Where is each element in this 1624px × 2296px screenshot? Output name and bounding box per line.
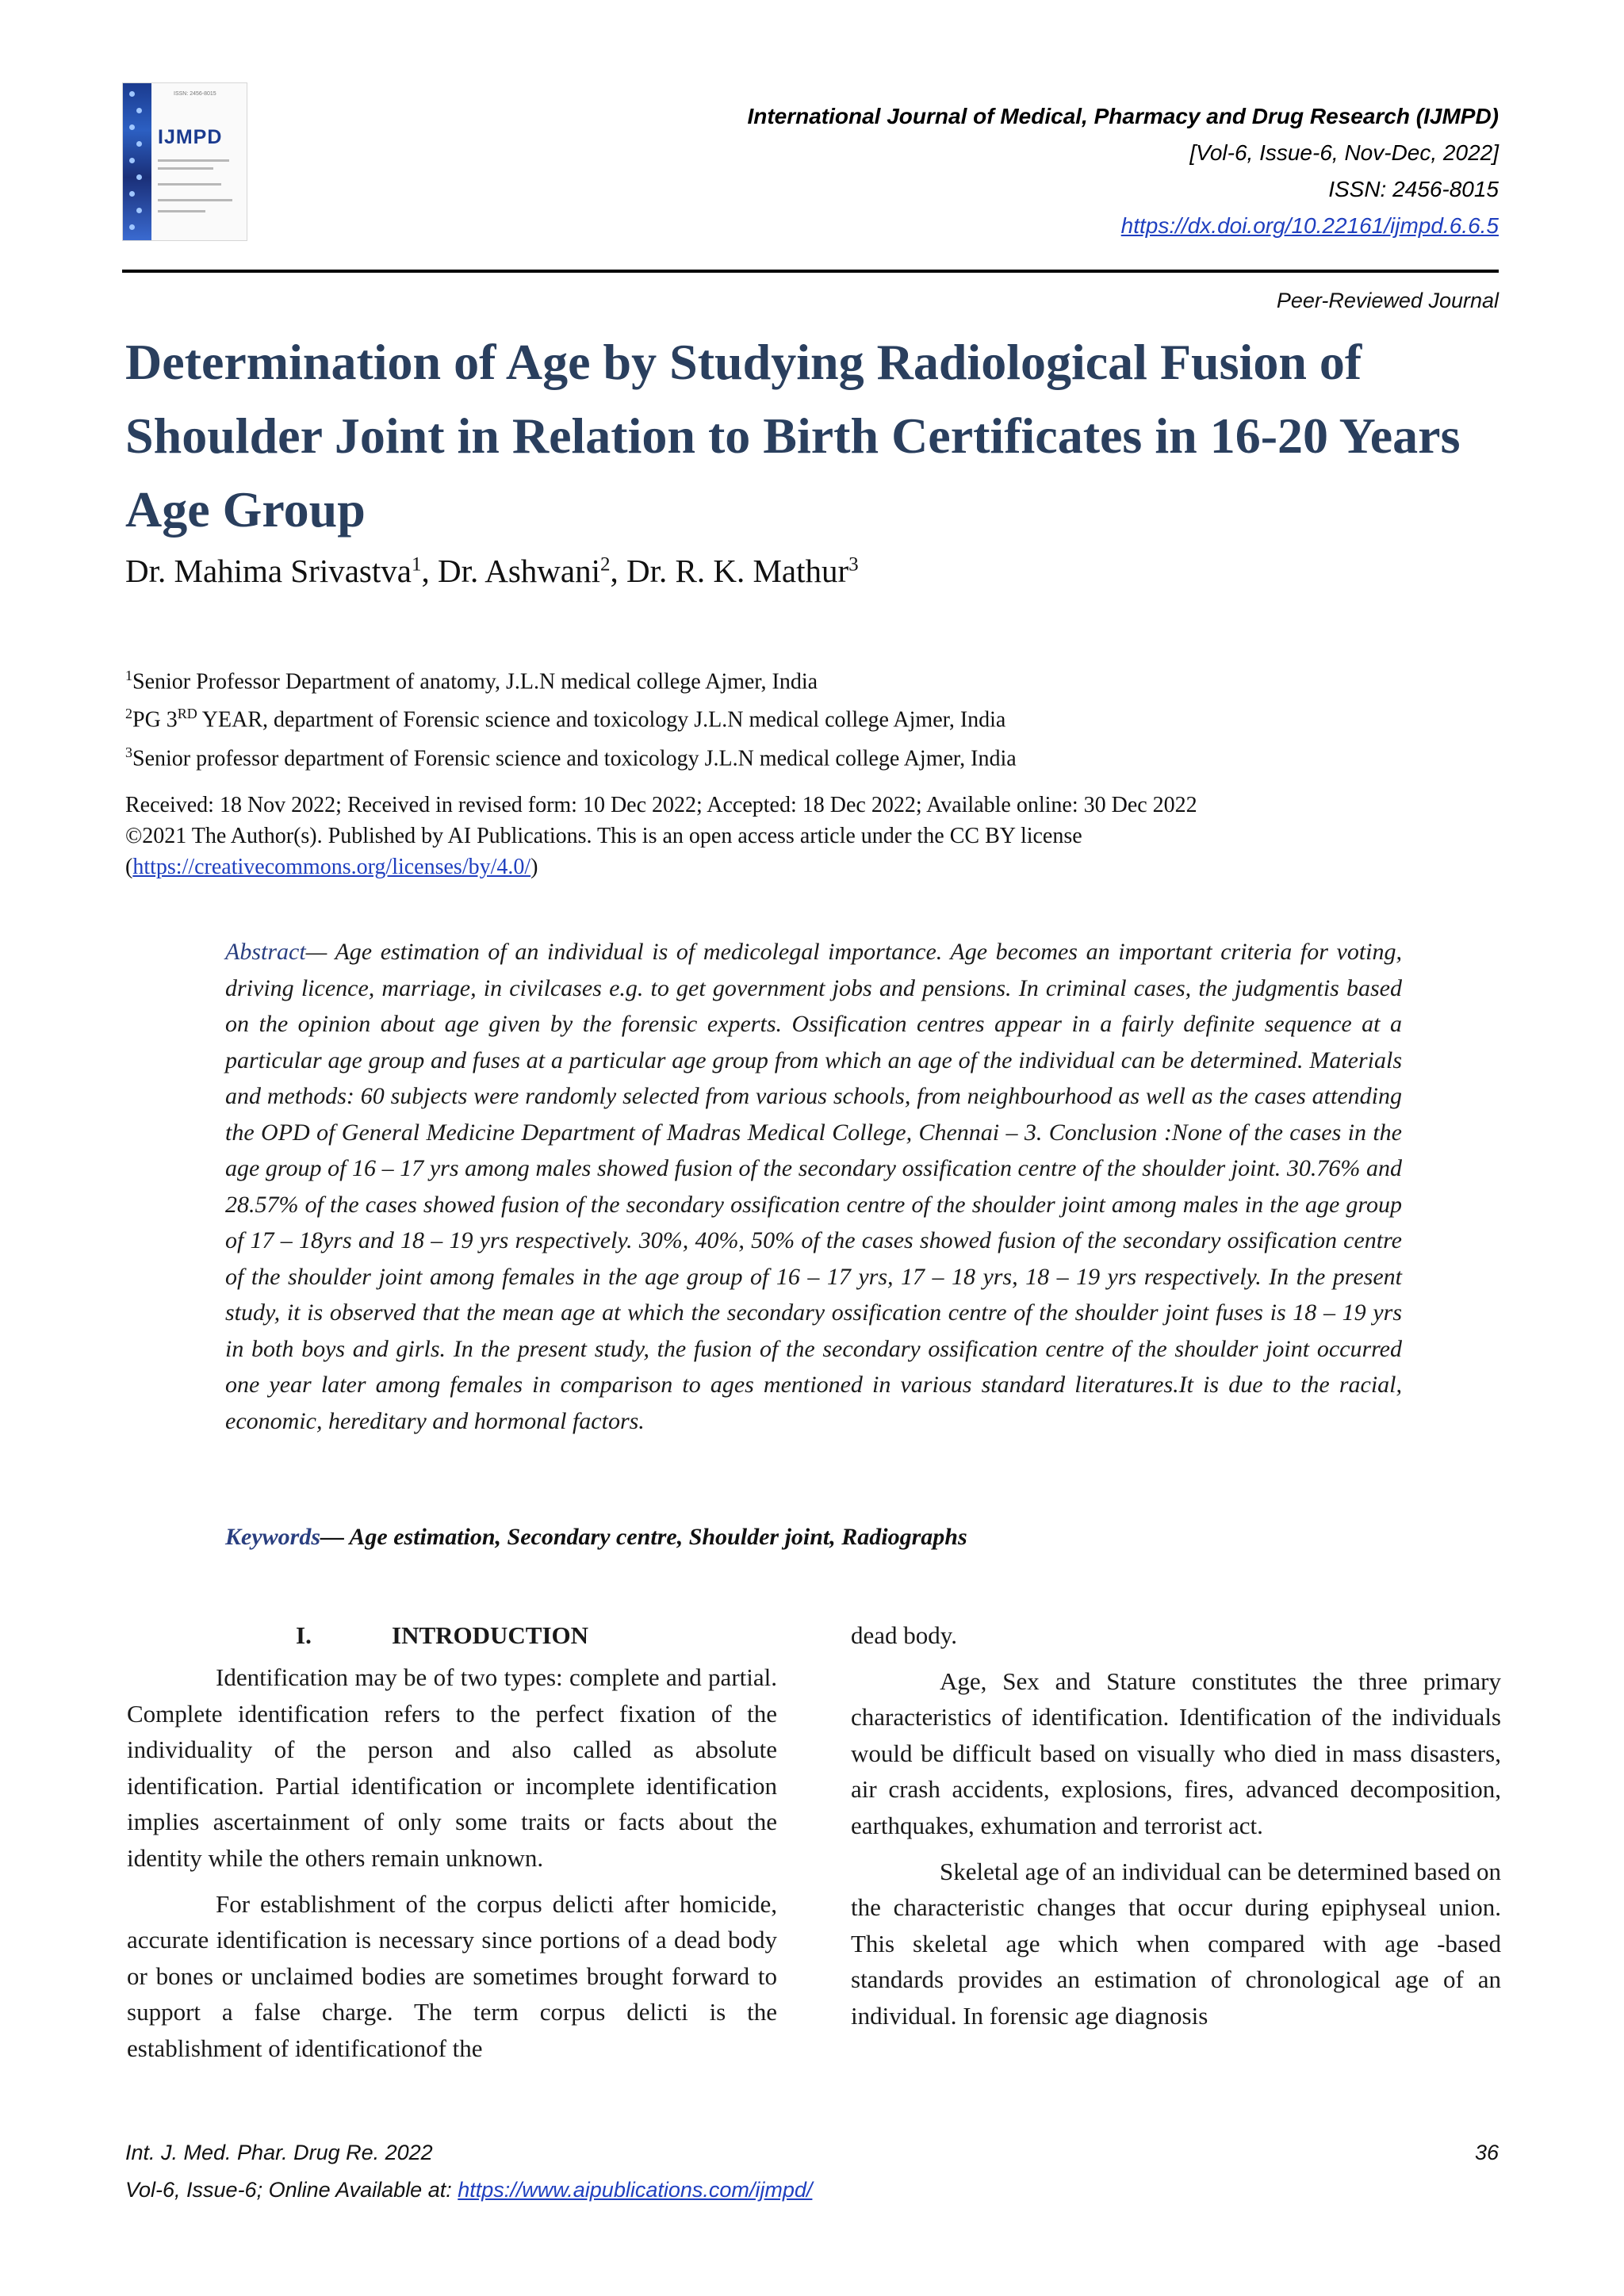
body-paragraph: Identification may be of two types: complete and partial. Complete identification refers to the perfect fixation of the individuality of the person and also called as absolute identification. Partial identification or incomplete identification implies ascertainment of only some traits or facts about the identity while the others remain unknown. [127,1663,777,1872]
affiliations [125,660,1017,775]
body-paragraph: Skeletal age of an individual can be determined based on the characteristic changes that occur during epiphyseal union. This skeletal age which when compared with age -based standards provides an estimation of chronological age of an individual. In forensic age diagnosis [851,1857,1501,2030]
license-line: (https://creativecommons.org/licenses/by/4.0/) [125,855,538,879]
author-name: Dr. Mahima Srivastva [125,553,412,589]
affiliation-sup: 3 [125,744,132,760]
body-paragraph-continuation: dead body. [851,1621,958,1649]
author-separator: , [610,553,626,589]
page-number: 36 [1474,2141,1499,2164]
author-list [125,552,859,590]
license-link[interactable]: https://creativecommons.org/licenses/by/4.0/ [132,855,531,879]
body-column-left [127,1617,777,2076]
abstract-text: Age estimation of an individual is of medicolegal importance. Age becomes an important criteria for voting, driving licence, marriage, in civilcases e.g. to get government jobs and pensions. In criminal cases, the judgmentis based on the opinion about age given by the forensic experts. Ossification centres appear in a fairly definite sequence at a particular age group and fuses at a particular age group from which an age of the individual can be determined. Materials and methods: 60 subjects were randomly selected from various schools, from neighbourhood as well as the cases attending the OPD of General Medicine Department of Madras Medical College, Chennai – 3. Conclusion :None of the cases in the age group of 16 – 17 yrs among males showed fusion of the secondary ossification centre of the shoulder joint. 30.76% and 28.57% of the cases showed fusion of the secondary ossification centre of the shoulder joint among males in the age group of 17 – 18yrs and 18 – 19 yrs respectively. 30%, 40%, 50% of the cases showed fusion of the secondary ossification centre of the shoulder joint among females in the age group of 16 – 17 yrs, 17 – 18 yrs, 18 – 19 yrs respectively. In the present study, it is observed that the mean age at which the secondary ossification centre of the shoulder joint fuses is 18 – 19 yrs in both boys and girls. In the present study, the fusion of the secondary ossification centre of the shoulder joint occurred one year later among females in comparison to ages mentioned in various standard literatures.It is due to the racial, economic, hereditary and hormonal factors. [225,939,1402,1434]
body-paragraph: Age, Sex and Stature constitutes the three primary characteristics of identification. Identification of the individuals would be difficult based on visually who died in mass disasters, air crash accidents, explosions, fires, advanced decomposition, earthquakes, exhumation and terrorist act. [851,1667,1501,1839]
journal-issn: ISSN: 2456-8015 [1328,177,1499,201]
logo-decor-line [158,183,221,186]
keywords-text: — Age estimation, Secondary centre, Shoulder joint, Radiographs [320,1524,967,1550]
author-sup: 2 [599,553,611,576]
journal-info [747,98,1499,244]
article-title: Determination of Age by Studying Radiological Fusion of Shoulder Joint in Relation to Birth Certificates in 16-20 Years Age Group [125,334,1461,538]
affiliation-text: Senior Professor Department of anatomy, J.L.N medical college Ajmer, India [132,669,818,695]
journal-title: International Journal of Medical, Pharmacy and Drug Research (IJMPD) [747,104,1499,128]
section-title: INTRODUCTION [392,1621,589,1649]
logo-decor-line [158,210,205,212]
affiliation-text: Senior professor department of Forensic science and toxicology J.L.N medical college Ajmer, India [132,745,1017,771]
author-sup: 1 [411,553,422,576]
author-name: Dr. Ashwani [437,553,600,589]
affiliation-2 [125,698,1017,736]
logo-band [123,83,151,240]
abstract-label: Abstract [225,939,306,965]
affiliation-text: YEAR, department of Forensic science and toxicology J.L.N medical college Ajmer, India [197,707,1006,733]
publication-history [125,790,1505,882]
section-number: I. [296,1621,312,1649]
affiliation-sup: 2 [125,706,132,722]
footer-journal-link[interactable]: https://www.aipublications.com/ijmpd/ [458,2178,813,2202]
affiliation-text-sup: RD [177,706,197,722]
journal-volume: [Vol-6, Issue-6, Nov-Dec, 2022] [1189,140,1499,165]
peer-reviewed-label: Peer-Reviewed Journal [1276,289,1499,312]
copyright-line: ©2021 The Author(s). Published by AI Publications. This is an open access article under the CC BY license [125,824,1082,848]
abstract [225,934,1402,1439]
logo-decor-line [158,159,229,162]
logo-decor-line [158,167,213,170]
affiliation-1 [125,660,1017,698]
author-name: Dr. R. K. Mathur [626,553,849,589]
received-dates: Received: 18 Nov 2022; Received in revised form: 10 Dec 2022; Accepted: 18 Dec 2022; Available online: 30 Dec 2022 [125,793,1197,817]
doi-link[interactable]: https://dx.doi.org/10.22161/ijmpd.6.6.5 [1120,213,1499,238]
keywords [225,1524,1402,1551]
logo-text: IJMPD [158,126,223,148]
footer-availability [125,2172,812,2209]
affiliation-text: PG 3 [132,707,178,733]
author-separator: , [421,553,438,589]
author-sup: 3 [848,553,859,576]
section-heading-introduction [127,1617,777,1653]
abstract-dash: — [305,939,335,965]
header-rule [122,270,1499,273]
logo-decor-line [158,199,232,201]
page-footer [125,2134,812,2209]
affiliation-3 [125,737,1017,775]
body-paragraph: For establishment of the corpus delicti after homicide, accurate identification is necessary since portions of a dead body or bones or unclaimed bodies are sometimes brought forward to support a false charge. The term corpus delicti is the establishment of identificationof the [127,1889,777,2062]
footer-availability-text: Vol-6, Issue-6; Online Available at: [125,2178,458,2202]
affiliation-sup: 1 [125,668,132,683]
footer-citation: Int. J. Med. Phar. Drug Re. 2022 [125,2141,433,2164]
keywords-label: Keywords [225,1524,320,1550]
body-column-right [851,1617,1501,2044]
logo-issn: ISSN: 2456-8015 [174,91,216,97]
journal-logo [122,82,247,241]
